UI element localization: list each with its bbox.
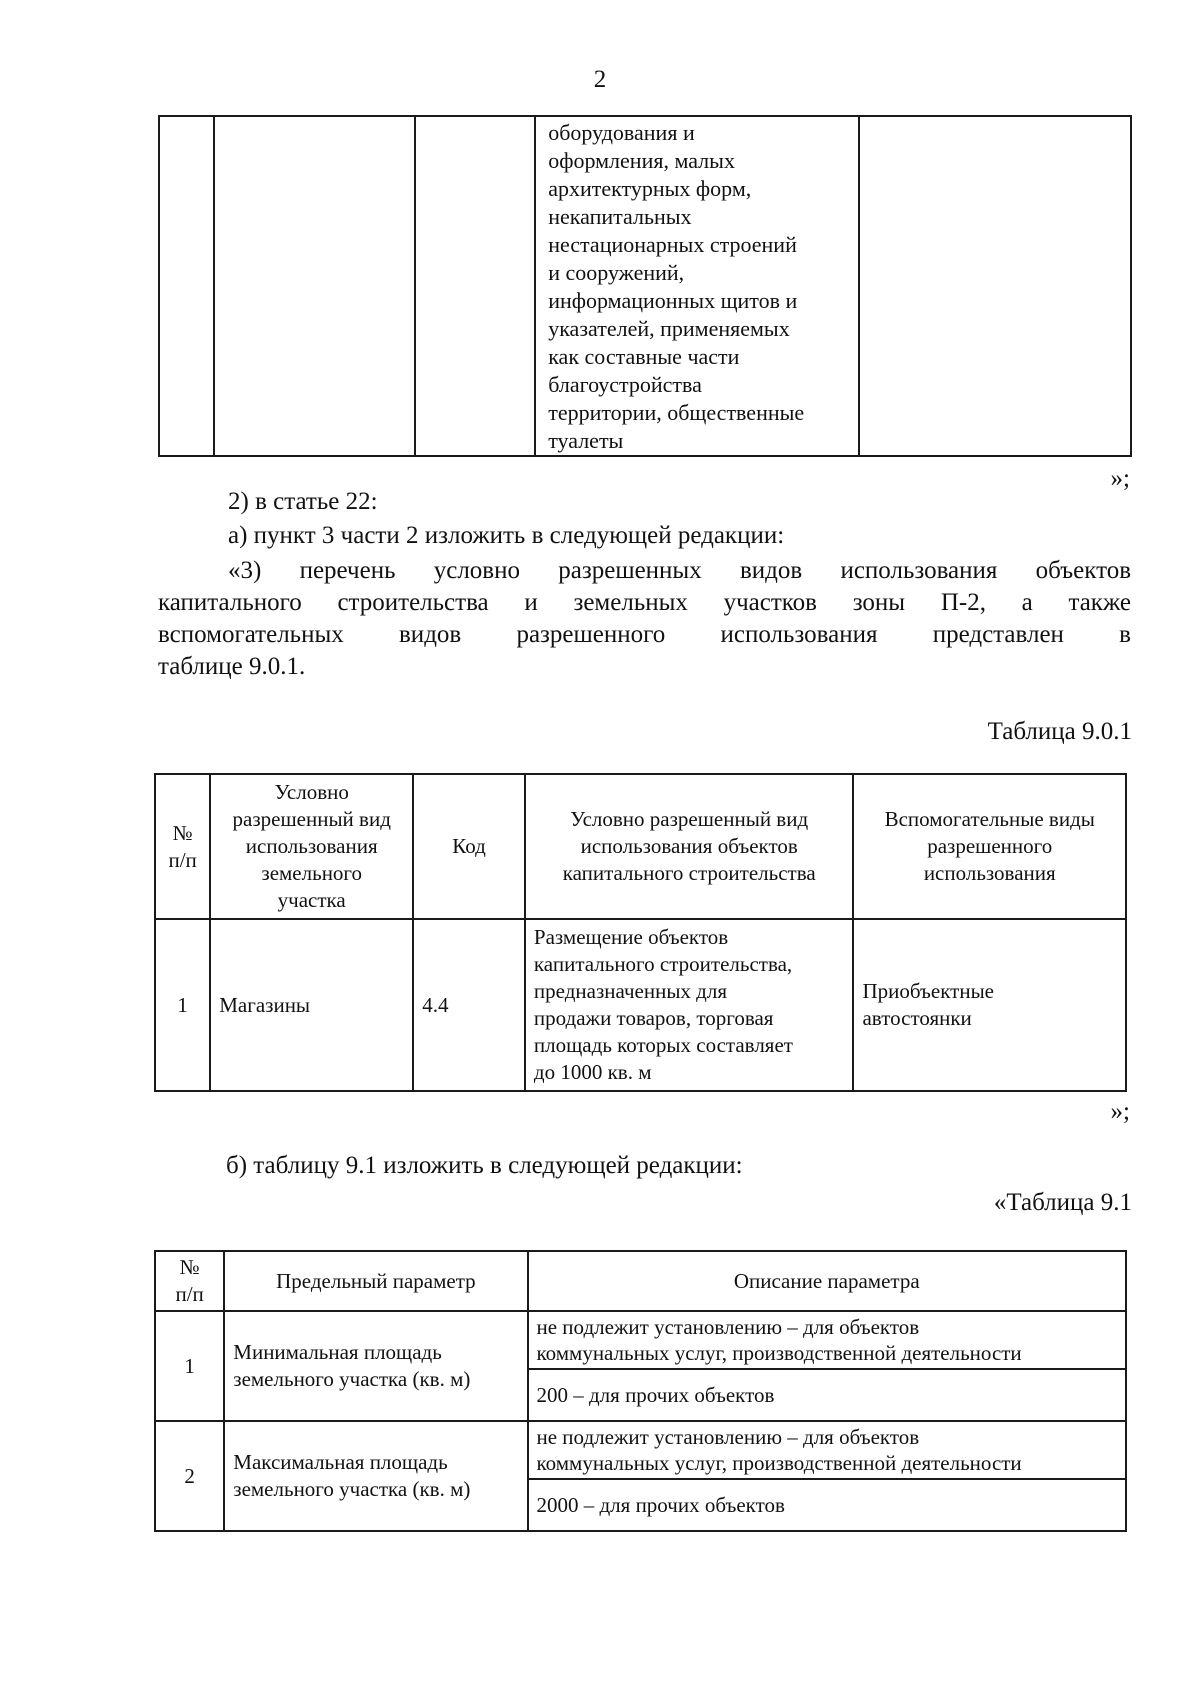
cell-num: 1 <box>155 1311 224 1421</box>
table-91-caption: «Таблица 9.1 <box>993 1189 1132 1216</box>
amendment-item-b: б) таблицу 9.1 изложить в следующей редакции: <box>226 1152 743 1179</box>
cell-capital-use: Размещение объектов капитального строительства, предназначенных для продажи товаров, торговая площадь которых составляет до 1000 кв. м <box>525 919 854 1091</box>
header-cell-code: Код <box>413 774 525 919</box>
continued-table-cell <box>214 116 415 456</box>
header-cell-description: Описание параметра <box>528 1251 1127 1311</box>
cell-land-use: Магазины <box>210 919 413 1091</box>
header-cell-capital-use: Условно разрешенный вид использования объектов капитального строительства <box>525 774 854 919</box>
header-cell-num: № п/п <box>155 1251 224 1311</box>
cell-description: не подлежит установлению – для объектов коммунальных услуг, производственной деятельности <box>528 1421 1127 1479</box>
continued-table-cell <box>859 116 1131 456</box>
cell-num: 2 <box>155 1421 224 1531</box>
cell-description: 200 – для прочих объектов <box>528 1369 1127 1421</box>
amendment-item-3-line: вспомогательных видов разрешенного использования представлен в <box>158 621 1131 648</box>
table-header-row <box>155 1251 1126 1311</box>
amendment-item-3-line: таблице 9.0.1. <box>158 653 306 680</box>
table-91 <box>154 1250 1127 1532</box>
closing-quote: »; <box>1110 465 1130 492</box>
table-row <box>155 1421 1126 1479</box>
amendment-item-3-line: капитального строительства и земельных участков зоны П-2, а также <box>158 589 1131 616</box>
cell-description: 2000 – для прочих объектов <box>528 1479 1127 1531</box>
page-number: 2 <box>593 66 607 93</box>
continued-table-description: оборудования и оформления, малых архитектурных форм, некапитальных нестационарных строений и сооружений, информационных щитов и указателей, применяемых как составные части благоустройства территории, общественные туалеты <box>548 120 805 453</box>
table-901-caption: Таблица 9.0.1 <box>987 718 1132 745</box>
amendment-item-3-line: «3) перечень условно разрешенных видов использования объектов <box>228 557 1131 584</box>
table-header-row <box>155 774 1126 919</box>
amendment-item-2: 2) в статье 22: <box>228 488 378 515</box>
cell-num: 1 <box>155 919 210 1091</box>
continued-table <box>158 115 1132 457</box>
continued-table-description-cell <box>535 116 859 456</box>
header-cell-parameter: Предельный параметр <box>224 1251 527 1311</box>
table-row <box>155 919 1126 1091</box>
cell-code: 4.4 <box>413 919 525 1091</box>
header-cell-land-use: Условно разрешенный вид использования земельного участка <box>210 774 413 919</box>
continued-table-cell <box>159 116 214 456</box>
header-cell-num: № п/п <box>155 774 210 919</box>
cell-auxiliary: Приобъектные автостоянки <box>853 919 1126 1091</box>
cell-parameter: Максимальная площадь земельного участка (кв. м) <box>224 1421 527 1531</box>
closing-quote: »; <box>1110 1098 1130 1125</box>
header-cell-auxiliary: Вспомогательные виды разрешенного использования <box>853 774 1126 919</box>
table-901 <box>154 773 1127 1092</box>
continued-table-cell <box>415 116 535 456</box>
amendment-item-a: а) пункт 3 части 2 изложить в следующей редакции: <box>228 522 785 549</box>
cell-description: не подлежит установлению – для объектов коммунальных услуг, производственной деятельности <box>528 1311 1127 1369</box>
table-row <box>155 1311 1126 1369</box>
cell-parameter: Минимальная площадь земельного участка (кв. м) <box>224 1311 527 1421</box>
